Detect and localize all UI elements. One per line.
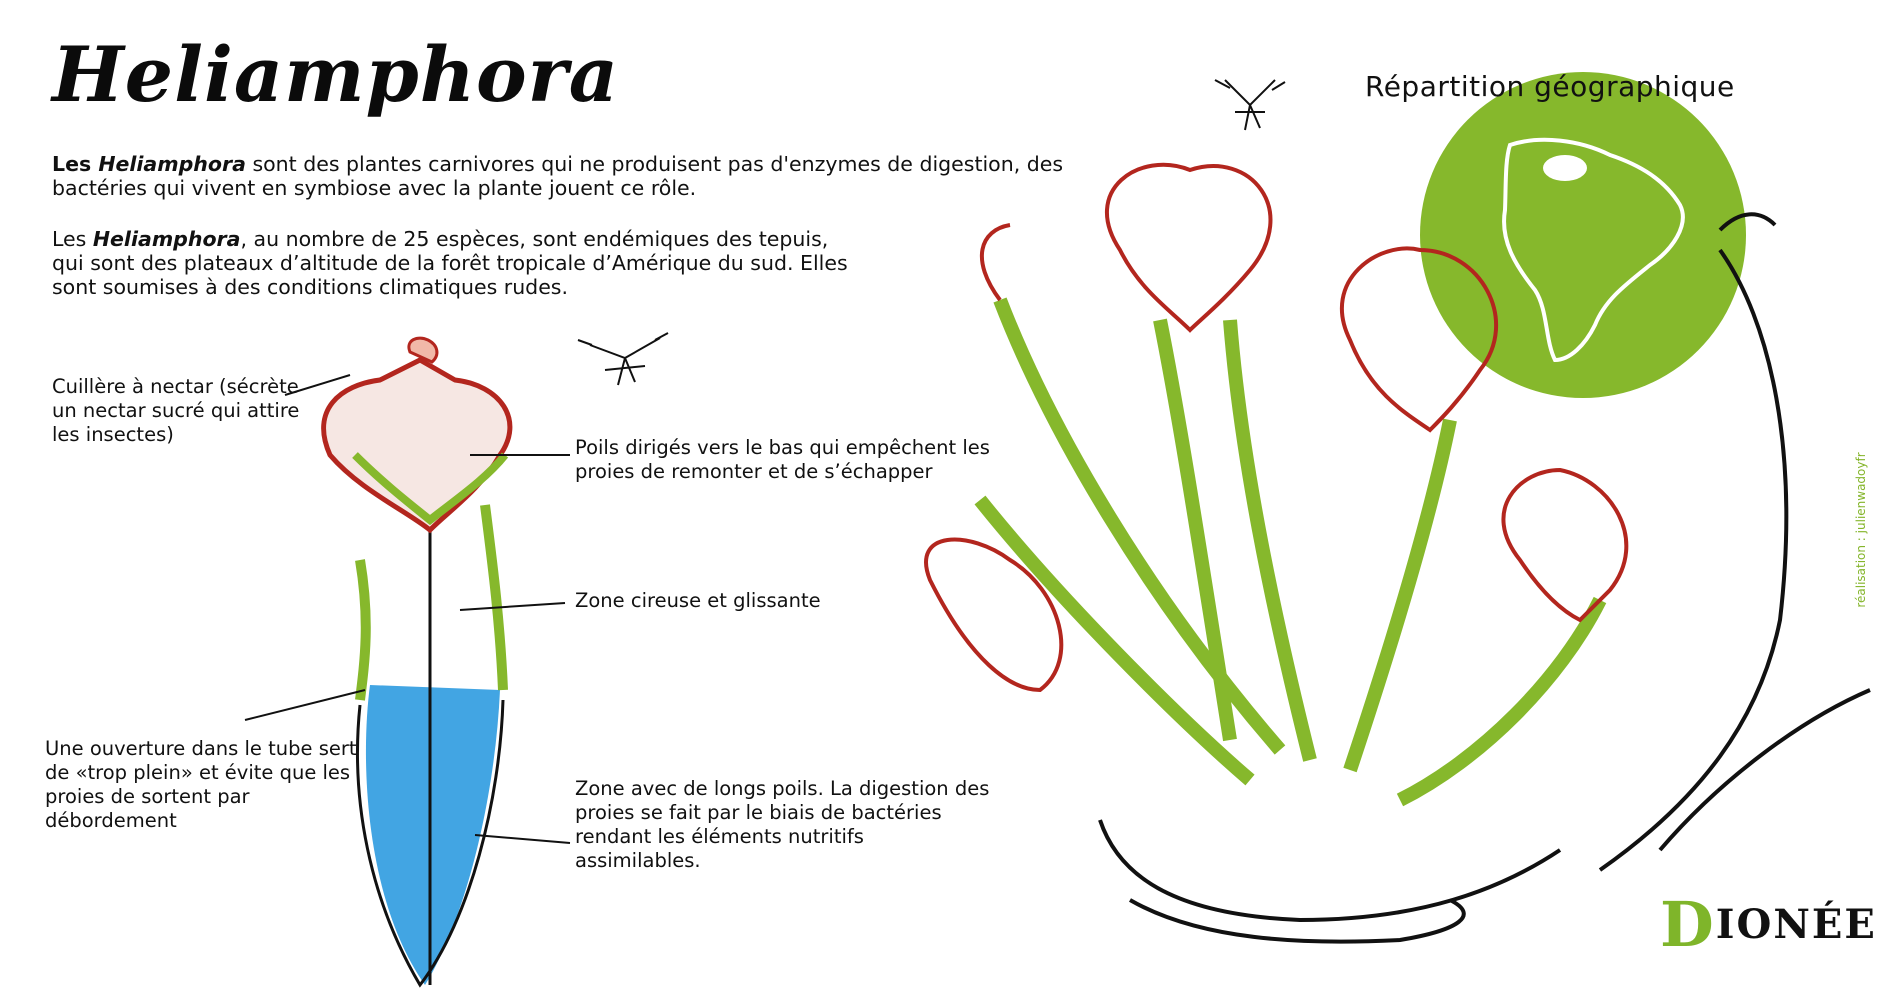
- intro-1-genus: Heliamphora: [98, 152, 246, 176]
- annotation-long-hairs-zone: Zone avec de longs poils. La digestion des proies se fait par le biais de bactéries rendant les éléments nutritifs assimilables.: [575, 777, 990, 872]
- page-title: Heliamphora: [52, 30, 619, 119]
- dionee-logo: [1660, 888, 1877, 961]
- annotation-overflow-opening: Une ouverture dans le tube sert de «trop plein» et évite que les proies de sortent par débordement: [45, 737, 357, 832]
- geographic-map: [1420, 72, 1746, 398]
- intro-2-lead: Les: [52, 227, 93, 251]
- intro-1-lead: Les: [52, 152, 99, 176]
- logo-text: IONÉE: [1715, 901, 1877, 948]
- intro-2-genus: Heliamphora: [92, 227, 241, 251]
- logo-initial: D: [1660, 888, 1716, 961]
- mosquito-icon: [1215, 80, 1285, 130]
- credit-text: réalisation : julienwadoyfr: [1854, 452, 1868, 608]
- geography-title: Répartition géographique: [1365, 70, 1735, 103]
- annotation-waxy-zone: Zone cireuse et glissante: [575, 589, 821, 612]
- annotation-downward-hairs: Poils dirigés vers le bas qui empêchent les proies de remonter et de s’échapper: [575, 436, 990, 483]
- annotation-nectar-spoon: Cuillère à nectar (sécrète un nectar sucré qui attire les insectes): [52, 375, 300, 446]
- mosquito-icon: [578, 333, 668, 385]
- intro-1-text: sont des plantes carnivores qui ne produisent pas d'enzymes de digestion, des bactéries qui vivent en symbiose avec la plante jouent ce rôle.: [52, 152, 1064, 200]
- intro-2-text: , au nombre de 25 espèces, sont endémiques des tepuis, qui sont des plateaux d’altitude de la forêt tropicale d’Amérique du sud. Elles sont soumises à des conditions climatiques rudes.: [52, 227, 848, 299]
